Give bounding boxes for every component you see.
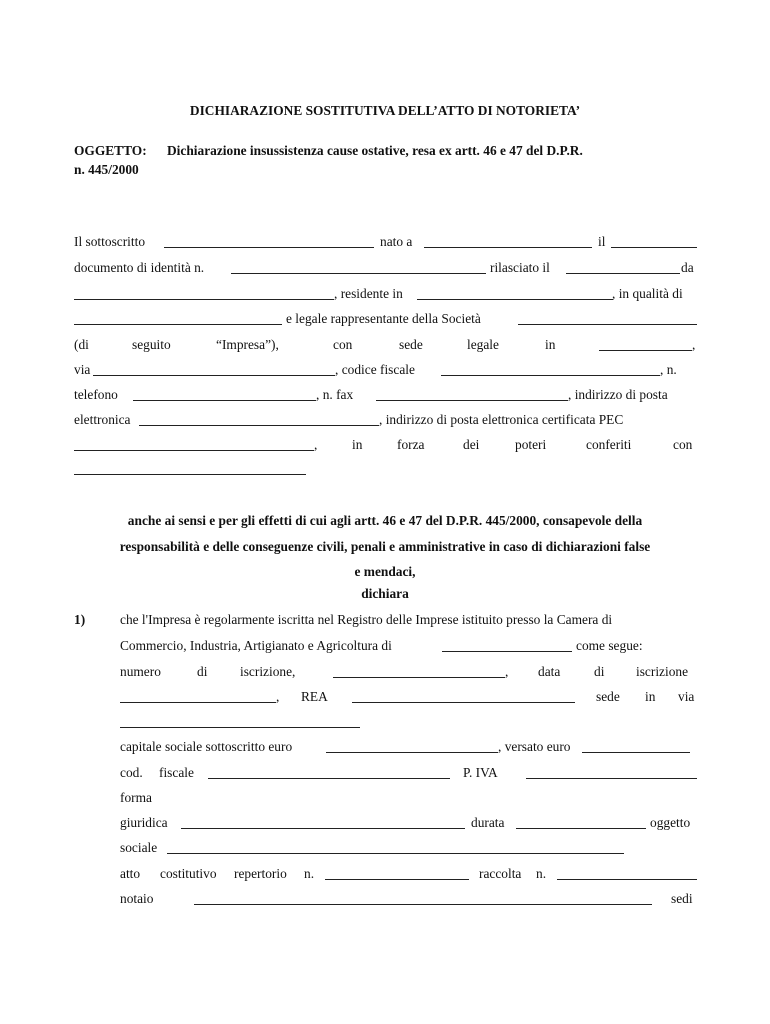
label-repertorio: repertorio	[234, 866, 287, 881]
word-con2: con	[673, 437, 693, 452]
field-sede-legale[interactable]	[599, 350, 692, 351]
field-sede-via[interactable]	[120, 727, 360, 728]
label-pec: , indirizzo di posta elettronica certificata PEC	[379, 412, 624, 427]
word-poteri: poteri	[515, 437, 547, 452]
word-seguito: seguito	[132, 337, 171, 352]
word-conferiti: conferiti	[586, 437, 632, 452]
label-numero-di: di	[197, 664, 208, 679]
item-number: 1)	[74, 612, 86, 627]
label-nato-a: nato a	[380, 234, 413, 249]
field-data-iscrizione[interactable]	[120, 702, 276, 703]
comma-1: ,	[505, 664, 509, 679]
field-nato-a[interactable]	[424, 247, 592, 248]
word-legale: legale	[467, 337, 499, 352]
label-n: , n.	[660, 362, 677, 377]
label-piva: P. IVA	[463, 765, 498, 780]
label-fax: , n. fax	[316, 387, 354, 402]
word-impresa: “Impresa”),	[216, 337, 279, 352]
oggetto-label: OGGETTO:	[74, 143, 147, 158]
label-fiscale: fiscale	[159, 765, 194, 780]
field-rilasciato-il[interactable]	[566, 273, 680, 274]
oggetto-text-line1: Dichiarazione insussistenza cause ostative, resa ex artt. 46 e 47 del D.P.R.	[167, 143, 583, 158]
word-con: con	[333, 337, 353, 352]
label-forma: forma	[120, 790, 152, 805]
r5-comma: ,	[692, 337, 696, 352]
item1-line1: che l'Impresa è regolarmente iscritta nel Registro delle Imprese istituito presso la Camera di	[120, 612, 613, 627]
field-piva[interactable]	[526, 778, 697, 779]
field-telefono[interactable]	[133, 400, 316, 401]
label-residente: , residente in	[334, 286, 403, 301]
field-cod-fiscale[interactable]	[208, 778, 450, 779]
word-forza: forza	[397, 437, 425, 452]
field-residente[interactable]	[417, 299, 613, 300]
label-via: via	[74, 362, 91, 377]
label-costitutivo: costitutivo	[160, 866, 217, 881]
field-poteri[interactable]	[74, 474, 306, 475]
field-rilasciato-da[interactable]	[74, 299, 334, 300]
declaration-line1: anche ai sensi e per gli effetti di cui agli artt. 46 e 47 del D.P.R. 445/2000, consapevole della	[127, 513, 643, 528]
label-data-di: di	[594, 664, 605, 679]
field-rea[interactable]	[352, 702, 575, 703]
label-legale-rappresentante: e legale rappresentante della Società	[286, 311, 481, 326]
word-di: (di	[74, 337, 89, 352]
dichiara-heading: dichiara	[361, 586, 409, 601]
declaration-line2: responsabilità e delle conseguenze civili, penali e amministrative in caso di dichiarazioni false	[119, 539, 651, 554]
label-telefono: telefono	[74, 387, 118, 402]
label-sede: sede	[596, 689, 620, 704]
label-giuridica: giuridica	[120, 815, 168, 830]
oggetto-text-line2: n. 445/2000	[74, 162, 139, 177]
label-rilasciato: rilasciato il	[490, 260, 550, 275]
label-sociale: sociale	[120, 840, 158, 855]
field-forma-giuridica[interactable]	[181, 828, 465, 829]
field-repertorio[interactable]	[325, 879, 469, 880]
field-camera-commercio[interactable]	[442, 651, 572, 652]
field-fax[interactable]	[376, 400, 568, 401]
label-cod: cod.	[120, 765, 143, 780]
word-dei: dei	[463, 437, 480, 452]
label-raccolta: raccolta	[479, 866, 522, 881]
label-repertorio-n: n.	[304, 866, 315, 881]
label-atto: atto	[120, 866, 141, 881]
label-il: il	[598, 234, 606, 249]
field-versato[interactable]	[582, 752, 690, 753]
label-durata: durata	[471, 815, 505, 830]
field-notaio[interactable]	[194, 904, 652, 905]
word-in-forza: in	[352, 437, 363, 452]
label-versato: , versato euro	[498, 739, 571, 754]
r10-comma: ,	[314, 437, 318, 452]
label-sede-in: in	[645, 689, 656, 704]
field-codice-fiscale[interactable]	[441, 375, 660, 376]
field-data-nascita[interactable]	[611, 247, 697, 248]
label-qualita: , in qualità di	[612, 286, 683, 301]
field-pec[interactable]	[74, 450, 314, 451]
label-raccolta-n: n.	[536, 866, 547, 881]
field-capitale[interactable]	[326, 752, 498, 753]
label-capitale: capitale sociale sottoscritto euro	[120, 739, 293, 754]
label-rea: REA	[301, 689, 328, 704]
field-via[interactable]	[93, 375, 335, 376]
label-iscrizione: iscrizione,	[240, 664, 296, 679]
field-raccolta[interactable]	[557, 879, 697, 880]
field-societa[interactable]	[518, 324, 697, 325]
field-durata[interactable]	[516, 828, 646, 829]
label-documento: documento di identità n.	[74, 260, 205, 275]
label-data: data	[538, 664, 561, 679]
word-sede: sede	[399, 337, 423, 352]
label-da: da	[681, 260, 694, 275]
label-come-segue: come segue:	[576, 638, 643, 653]
word-in: in	[545, 337, 556, 352]
label-iscrizione2: iscrizione	[636, 664, 689, 679]
declaration-line3: e mendaci,	[354, 564, 416, 579]
field-documento[interactable]	[231, 273, 486, 274]
label-numero: numero	[120, 664, 161, 679]
label-notaio: notaio	[120, 891, 154, 906]
label-oggetto: oggetto	[650, 815, 691, 830]
item1-line2: Commercio, Industria, Artigianato e Agricoltura di	[120, 638, 392, 653]
label-indirizzo-posta: , indirizzo di posta	[568, 387, 668, 402]
label-sede-via: via	[678, 689, 695, 704]
comma-2: ,	[276, 689, 280, 704]
field-qualita[interactable]	[74, 324, 282, 325]
field-numero-iscrizione[interactable]	[333, 677, 505, 678]
document-title: DICHIARAZIONE SOSTITUTIVA DELL’ATTO DI NOTORIETA’	[189, 103, 581, 118]
label-elettronica: elettronica	[74, 412, 131, 427]
field-oggetto-sociale[interactable]	[167, 853, 624, 854]
label-codice-fiscale: , codice fiscale	[335, 362, 415, 377]
field-email[interactable]	[139, 425, 379, 426]
field-sottoscritto[interactable]	[164, 247, 374, 248]
label-sottoscritto: Il sottoscritto	[74, 234, 146, 249]
label-sedi: sedi	[671, 891, 693, 906]
